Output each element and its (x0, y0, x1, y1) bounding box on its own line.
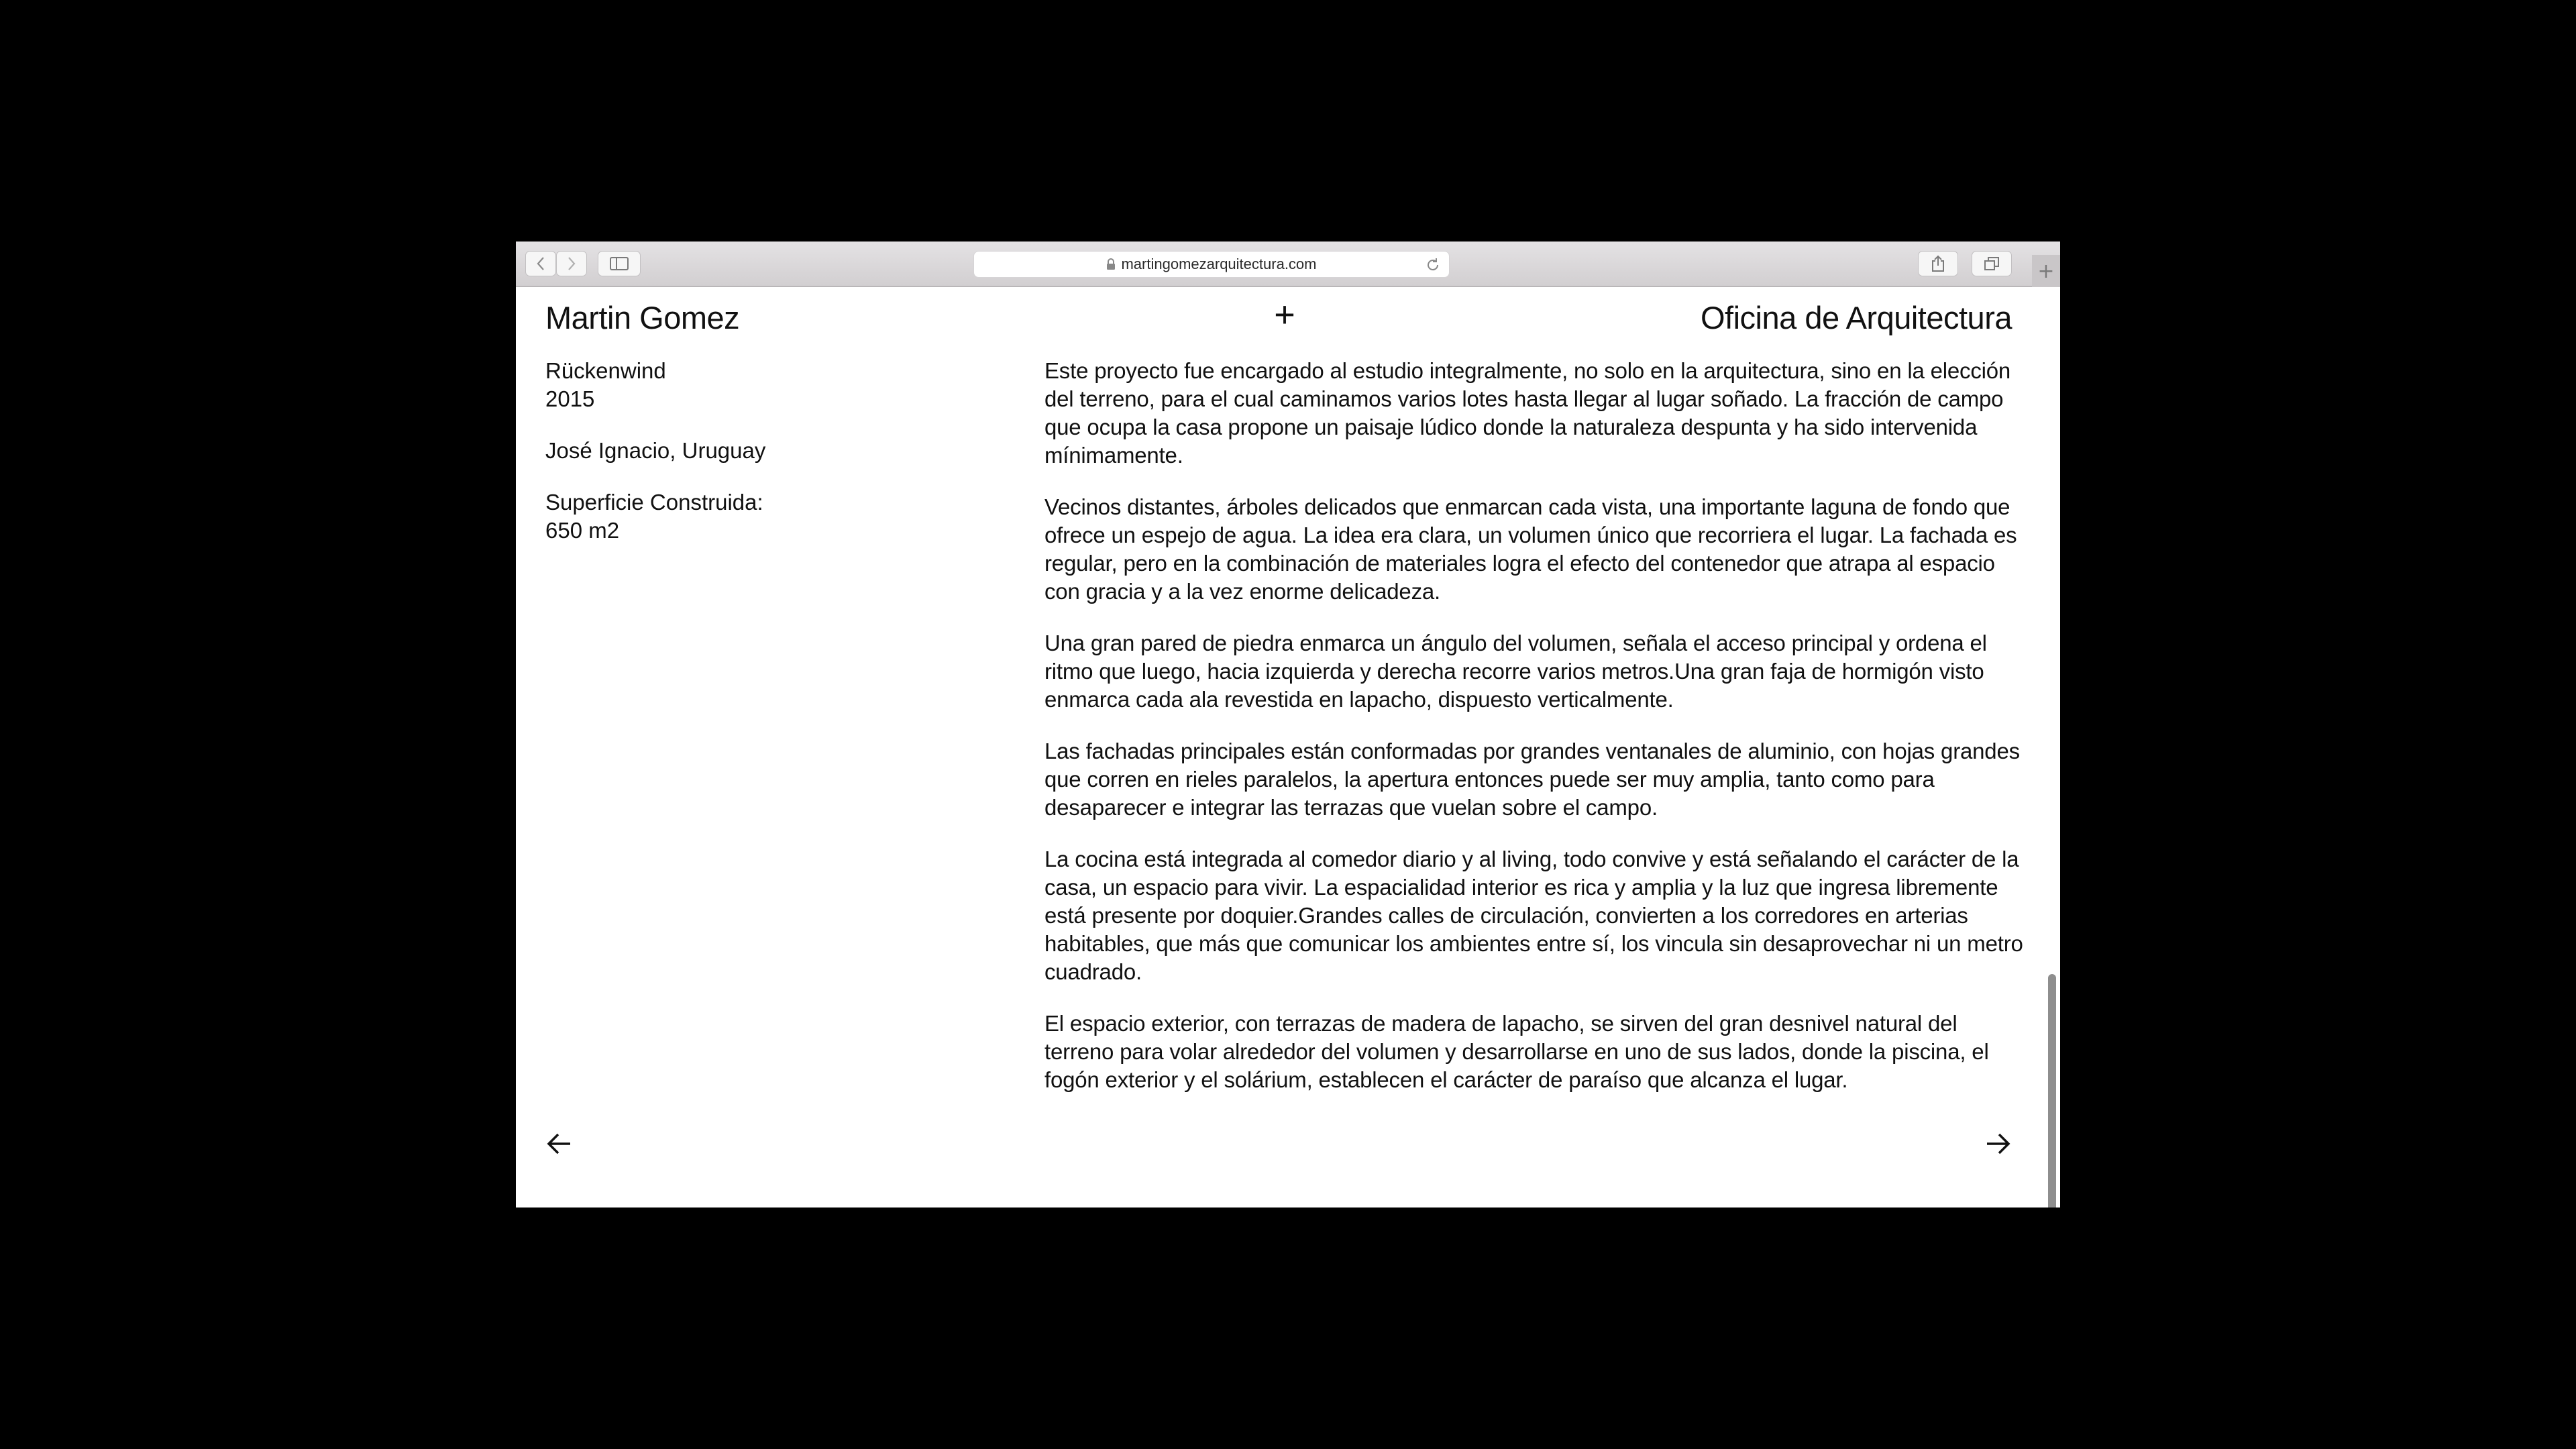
forward-button[interactable] (556, 251, 587, 276)
next-project-button[interactable] (1981, 1127, 2015, 1161)
url-text: martingomezarquitectura.com (1121, 256, 1317, 272)
sidebar-icon (610, 257, 629, 270)
project-name: Rückenwind (545, 358, 666, 383)
description-paragraph: Este proyecto fue encargado al estudio integralmente, no solo en la arquitectura, sino en la elección del terreno, para el cual caminamos varios lotes hasta llegar al lugar soñado. La fracción de campo que ocupa la casa propone un paisaje lúdico donde la naturaleza despunta y ha sido intervenida mínimamente. (1044, 358, 2011, 468)
browser-toolbar (516, 241, 2060, 287)
project-year: 2015 (545, 386, 595, 411)
project-area (545, 488, 1015, 545)
previous-project-button[interactable] (543, 1127, 576, 1161)
chevron-left-icon (536, 256, 545, 271)
description-paragraph: Una gran pared de piedra enmarca un ángulo del volumen, señala el acceso principal y ordena el ritmo que luego, hacia izquierda y derecha recorre varios metros.Una gran faja de hormigón visto enmarca cada ala revestida en lapacho, dispuesto verticalmente. (1044, 631, 1987, 712)
description-paragraph: La cocina está integrada al comedor diario y al living, todo convive y está señalando el carácter de la casa, un espacio para vivir. La espacialidad interior es rica y amplia y la luz que ingresa libremente está presente por doquier.Grandes calles de circulación, convierten a los corredores en arterias habitables, que más que comunicar los ambientes entre sí, los vincula sin desaprovechar ni un metro cuadrado. (1044, 847, 2023, 984)
browser-window (516, 241, 2060, 1208)
reload-icon[interactable] (1425, 257, 1441, 277)
share-button[interactable] (1918, 251, 1958, 276)
site-name[interactable]: Martin Gomez (545, 300, 740, 335)
page-content (516, 287, 2060, 1208)
description-paragraph: Vecinos distantes, árboles delicados que enmarcan cada vista, una importante laguna de fondo que ofrece un espejo de agua. La idea era clara, un volumen único que recorriera el lugar. La fachada es regular, pero en la combinación de materiales logra el efecto del contenedor que atrapa al espacio con gracia y a la vez enorme delicadeza. (1044, 494, 2017, 604)
new-tab-button[interactable]: + (2032, 255, 2060, 287)
project-meta (545, 357, 1015, 568)
menu-toggle[interactable]: + (1274, 294, 1295, 335)
tabs-icon (1984, 256, 2000, 271)
project-description (1044, 357, 2024, 1118)
vertical-scrollbar[interactable] (2048, 974, 2056, 1208)
sidebar-button[interactable] (598, 251, 641, 276)
description-paragraph: El espacio exterior, con terrazas de madera de lapacho, se sirven del gran desnivel natural del terreno para volar alrededor del volumen y desarrollarse en uno de sus lados, donde la piscina, el fogón exterior y el solárium, establecen el carácter de paraíso que alcanza el lugar. (1044, 1011, 1989, 1092)
address-bar[interactable] (973, 251, 1450, 278)
description-paragraph: Las fachadas principales están conformadas por grandes ventanales de aluminio, con hojas grandes que corren en rieles paralelos, la apertura entonces puede ser muy amplia, tanto como para desaparecer e integrar las terrazas que vuelan sobre el campo. (1044, 739, 2020, 820)
tabs-button[interactable] (1972, 251, 2012, 276)
area-value: 650 m2 (545, 518, 620, 543)
project-location: José Ignacio, Uruguay (545, 438, 766, 463)
arrow-left-icon (546, 1132, 573, 1156)
back-button[interactable] (525, 251, 556, 276)
area-label: Superficie Construida: (545, 490, 763, 515)
share-icon (1931, 255, 1945, 272)
arrow-right-icon (1984, 1132, 2011, 1156)
chevron-right-icon (567, 256, 576, 271)
lock-icon (1106, 258, 1116, 270)
site-subtitle[interactable]: Oficina de Arquitectura (1701, 300, 2012, 335)
project-name-year (545, 357, 1015, 413)
